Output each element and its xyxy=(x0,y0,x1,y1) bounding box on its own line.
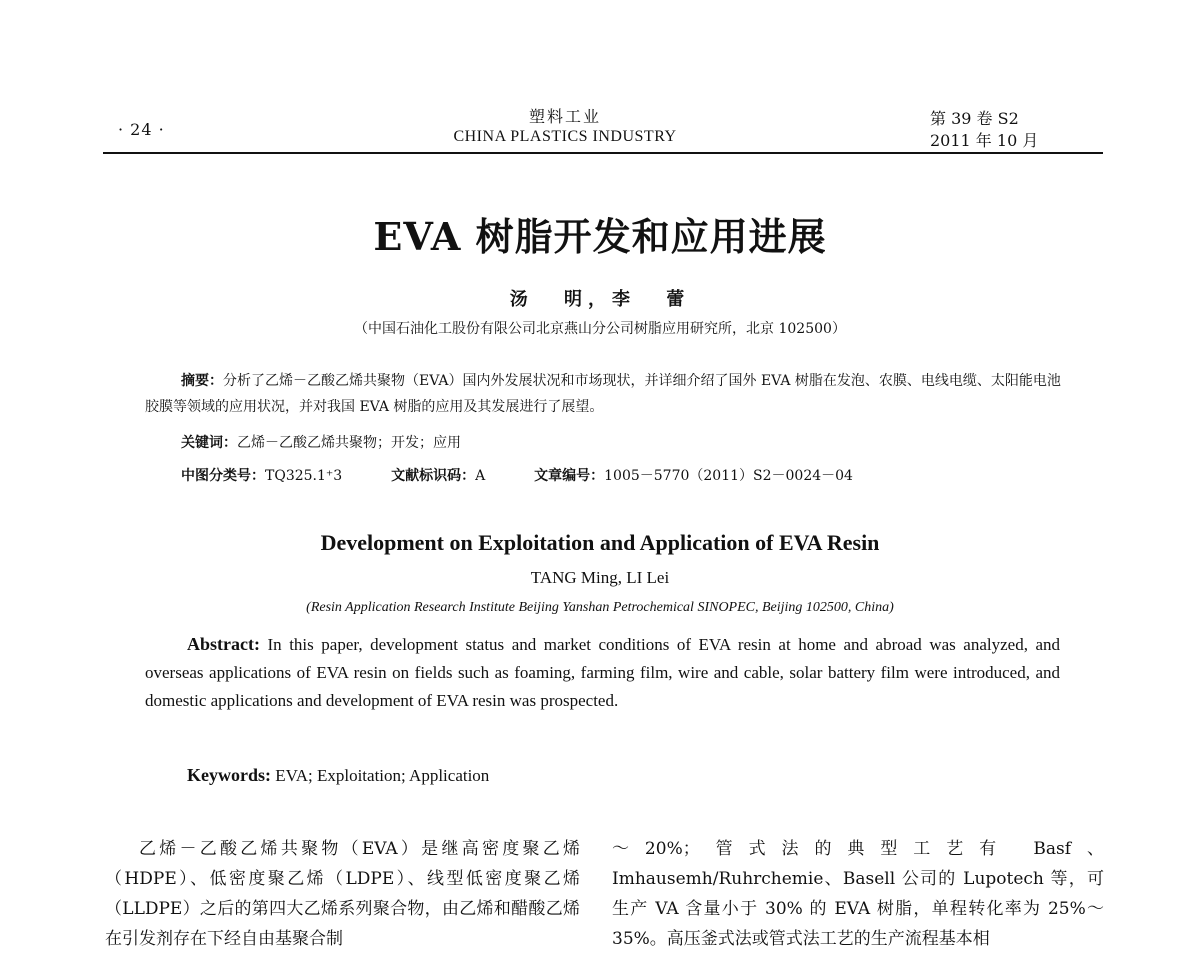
abstract-text-en: In this paper, development status and market conditions of EVA resin at home and abroad was analyzed, and overseas applications of EVA resin on fields such as foaming, farming film, wire and cable, solar battery film were introduced, and domestic applications and development of EVA resin was prospected. xyxy=(145,635,1061,710)
keywords-text-cn: 乙烯－乙酸乙烯共聚物；开发；应用 xyxy=(237,435,461,451)
keywords-text-en: EVA; Exploitation; Application xyxy=(275,766,490,785)
affiliation-en: (Resin Application Research Institute Beijing Yanshan Petrochemical SINOPEC, Beijing 102500, China) xyxy=(306,600,894,615)
article-title-en: Development on Exploitation and Application of EVA Resin xyxy=(320,530,880,555)
clc-value: TQ325.1⁺3 xyxy=(265,468,343,484)
abstract-label-en: Abstract: xyxy=(187,634,260,654)
doc-code-value: A xyxy=(475,468,486,484)
keywords-en xyxy=(187,765,489,786)
article-no-label: 文章编号： xyxy=(534,468,605,484)
volume-issue: 第 39 卷 S2 xyxy=(930,109,1019,128)
keywords-cn xyxy=(181,432,461,452)
body-column-left: 乙烯－乙酸乙烯共聚物（EVA）是继高密度聚乙烯（HDPE）、低密度聚乙烯（LDPE）、线型低密度聚乙烯（LLDPE）之后的第四大乙烯系列聚合物，由乙烯和醋酸乙烯在引发剂存在下经自由基聚合制 xyxy=(105,839,580,949)
abstract-cn xyxy=(145,368,1065,420)
page-number: · 24 · xyxy=(118,120,165,139)
keywords-label-en: Keywords: xyxy=(187,765,271,785)
clc-label: 中图分类号： xyxy=(181,468,265,484)
abstract-label-cn: 摘要： xyxy=(181,373,223,389)
body-column-right: ～20%；管式法的典型工艺有 Basf、Imhausemh/Ruhrchemie、Basell 公司的 Lupotech 等，可生产 VA 含量小于 30% 的 EVA 树脂，单程转化率为 25%～35%。高压釜式法或管式法工艺的生产流程基本相 xyxy=(612,839,1104,949)
authors-cn: 汤 明，李 蕾 xyxy=(509,289,691,310)
doc-code-label: 文献标识码： xyxy=(391,468,476,484)
classification-row xyxy=(181,465,853,485)
authors-en: TANG Ming, LI Lei xyxy=(530,568,670,587)
abstract-en xyxy=(145,630,1060,715)
article-no-value: 1005－5770（2011）S2－0024－04 xyxy=(604,468,853,484)
article-title-cn: EVA 树脂开发和应用进展 xyxy=(373,214,827,259)
abstract-text-cn: 分析了乙烯－乙酸乙烯共聚物（EVA）国内外发展状况和市场现状，并详细介绍了国外 EVA 树脂在发泡、农膜、电线电缆、太阳能电池胶膜等领域的应用状况，并对我国 EVA 树脂的应用及其发展进行了展望。 xyxy=(145,373,1061,415)
journal-title-cn: 塑料工业 xyxy=(528,107,601,126)
header-rule xyxy=(103,152,1103,154)
journal-title-en: CHINA PLASTICS INDUSTRY xyxy=(453,128,677,145)
publication-date: 2011 年 10 月 xyxy=(930,131,1039,150)
keywords-label-cn: 关键词： xyxy=(181,435,237,451)
affiliation-cn: （中国石油化工股份有限公司北京燕山分公司树脂应用研究所，北京 102500） xyxy=(354,321,846,337)
